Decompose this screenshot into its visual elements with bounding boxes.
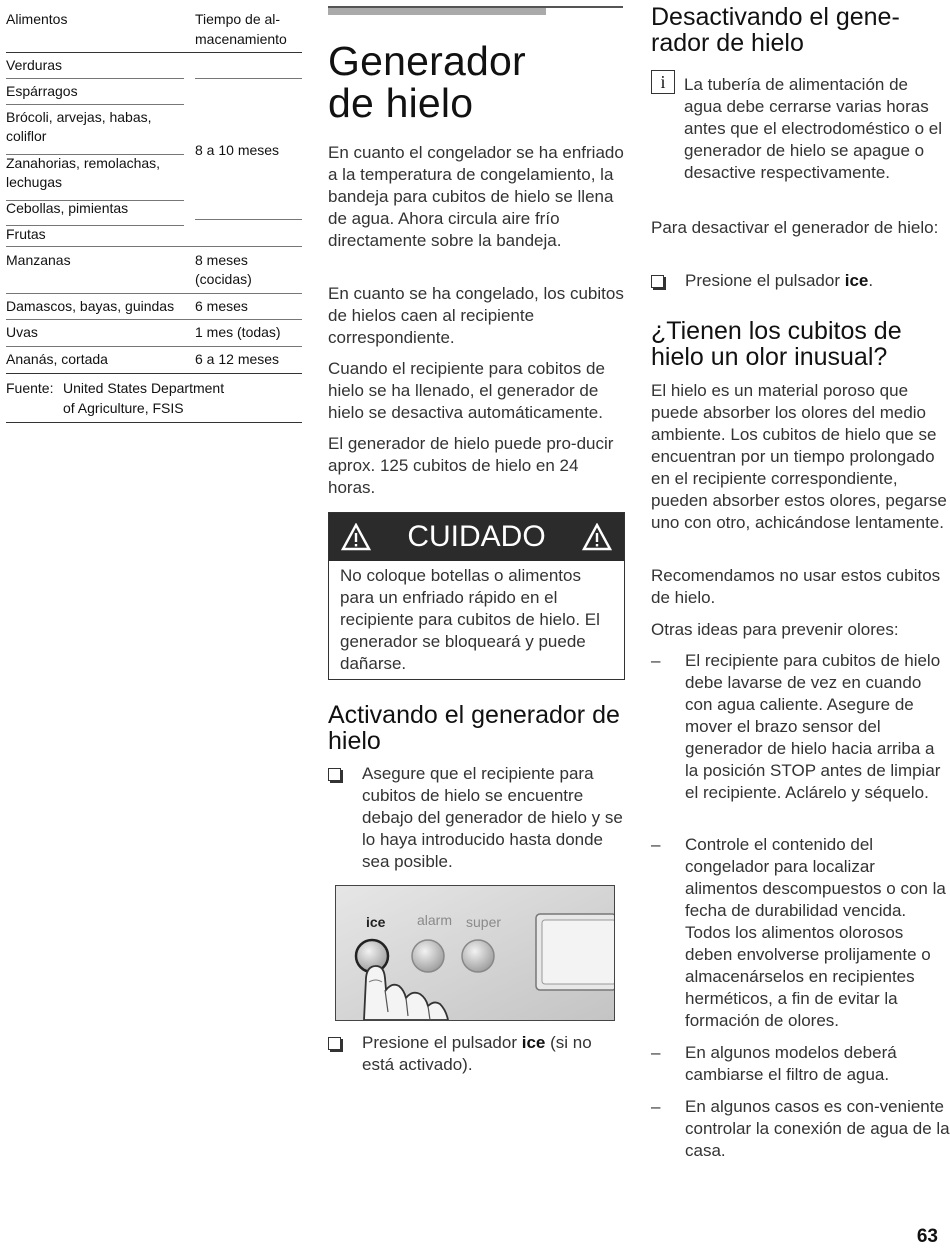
table-cell-time: 1 mes (todas) (195, 324, 281, 340)
paragraph: Otras ideas para prevenir olores: (651, 620, 899, 639)
panel-label-ice: ice (366, 914, 386, 930)
warning-text: No coloque botellas o alimentos para un enfriado rápido en el recipiente para cubitos de hielo. El generador se bloqueará y puede dañarse. (340, 566, 600, 673)
divider (6, 346, 302, 347)
list-item-text (685, 270, 950, 292)
table-row: Espárragos (6, 83, 78, 99)
list-item-text: Asegure que el recipiente para cubitos de hielo se encuentre debajo del generador de hielo y se lo haya introducido hasta donde sea posible. (362, 764, 623, 871)
divider (6, 373, 302, 374)
list-item-text (362, 1032, 627, 1076)
divider (195, 78, 302, 79)
paragraph: El generador de hielo puede pro-ducir aprox. 125 cubitos de hielo en 24 horas. (328, 434, 614, 497)
text-post: . (868, 271, 874, 290)
paragraph: Para desactivar el generador de hielo: (651, 218, 939, 237)
divider (6, 246, 302, 247)
warning-icon (582, 523, 612, 551)
title-line-1: Generador (328, 38, 526, 84)
warning-icon (341, 523, 371, 551)
warning-box (328, 512, 625, 680)
table-cell-time: 6 meses (195, 298, 248, 314)
divider (6, 293, 302, 294)
header-rule-accent (328, 8, 546, 15)
table-cell-time: 6 a 12 meses (195, 351, 280, 367)
dash-bullet: – (651, 1043, 661, 1062)
checkbox-bullet-icon (328, 768, 341, 781)
source-label: Fuente: (6, 380, 54, 396)
section-heading: Desactivando el gene-rador de hielo (651, 3, 900, 57)
divider (6, 52, 302, 53)
source-line-1: United States Department (63, 380, 225, 396)
table-cell-time: 8 meses (cocidas) (195, 252, 252, 287)
page-number: 63 (916, 1226, 938, 1247)
category-verduras: Verduras (6, 57, 63, 73)
control-panel-drawing (336, 886, 614, 1020)
control-panel-illustration (335, 885, 615, 1021)
paragraph: El hielo es un material poroso que puede absorber los olores del medio ambiente. Los cubitos de hielo que se encuentran por un tiempo prolongado en el recipiente correspondiente, pueden absorber estos olores, pegarse uno con otro, achicándose lentamente. (651, 381, 947, 532)
section-heading: Activando el generador de hielo (328, 701, 620, 755)
veg-time: 8 a 10 meses (195, 142, 280, 158)
text-bold-ice: ice (844, 271, 869, 290)
table-row: Cebollas, pimientas (6, 200, 129, 216)
table-row: Brócoli, arvejas, habas, coliflor (6, 109, 152, 144)
table-row: Manzanas (6, 252, 71, 268)
section-heading: ¿Tienen los cubitos de hielo un olor inusual? (651, 317, 902, 371)
dash-bullet: – (651, 651, 661, 670)
category-frutas: Frutas (6, 226, 46, 242)
dash-bullet: – (651, 835, 661, 854)
source-line-2: of Agriculture, FSIS (63, 400, 184, 416)
paragraph: Cuando el recipiente para cobitos de hielo se ha llenado, el generador de hielo se desactiva automáticamente. (328, 359, 605, 422)
divider (6, 319, 302, 320)
paragraph: En cuanto el congelador se ha enfriado a la temperatura de congelamiento, la bandeja para cubitos de hielo se llena de agua. Ahora circula aire frío directamente sobre la bandeja. (328, 143, 624, 250)
divider (6, 78, 184, 79)
warning-header (329, 513, 624, 561)
divider (6, 104, 184, 105)
list-item-text: En algunos modelos deberá cambiarse el filtro de agua. (685, 1043, 897, 1084)
text-pre: Presione el pulsador (685, 271, 845, 290)
header-time-1: Tiempo de al- (195, 11, 281, 27)
title-line-2: de hielo (328, 80, 474, 126)
info-text: La tubería de alimentación de agua debe cerrarse varias horas antes que el electrodoméstico o el generador de hielo se apague o desactive respectivamente. (684, 75, 942, 182)
paragraph: En cuanto se ha congelado, los cubitos de hielos caen al recipiente correspondiente. (328, 284, 624, 347)
text-bold-ice: ice (521, 1033, 546, 1052)
list-item-text: En algunos casos es con-veniente controlar la conexión de agua de la casa. (685, 1097, 950, 1160)
header-food: Alimentos (6, 11, 68, 27)
warning-title: CUIDADO (407, 520, 546, 553)
header-time-2: macenamiento (195, 31, 287, 47)
panel-label-super: super (466, 914, 502, 930)
table-row: Ananás, cortada (6, 351, 108, 367)
list-item-text: Controle el contenido del congelador para localizar alimentos descompuestos o con la fecha de durabilidad vencida. Todos los alimentos olorosos deben envolverse prolijamente o almacenárselos en recipientes herméticos, a fin de evitar la formación de olores. (685, 835, 946, 1030)
list-item-text: El recipiente para cubitos de hielo debe lavarse de vez en cuando con agua caliente. Asegure de mover el brazo sensor del generador de hielo hacia arriba a la posición STOP antes de limpiar el recipiente. Aclárelo y séquelo. (685, 651, 941, 802)
info-icon: i (651, 70, 675, 94)
table-row: Zanahorias, remolachas, lechugas (6, 155, 161, 190)
checkbox-bullet-icon (328, 1037, 341, 1050)
panel-label-alarm: alarm (417, 912, 453, 928)
divider (6, 422, 302, 423)
dash-bullet: – (651, 1097, 661, 1116)
text-post: (si no está activado). (362, 1033, 592, 1074)
page-title (328, 40, 526, 124)
paragraph: Recomendamos no usar estos cubitos de hielo. (651, 566, 941, 607)
text-pre: Presione el pulsador (362, 1033, 522, 1052)
table-row: Uvas (6, 324, 38, 340)
table-row: Damascos, bayas, guindas (6, 298, 175, 314)
divider (195, 219, 302, 220)
checkbox-bullet-icon (651, 275, 664, 288)
